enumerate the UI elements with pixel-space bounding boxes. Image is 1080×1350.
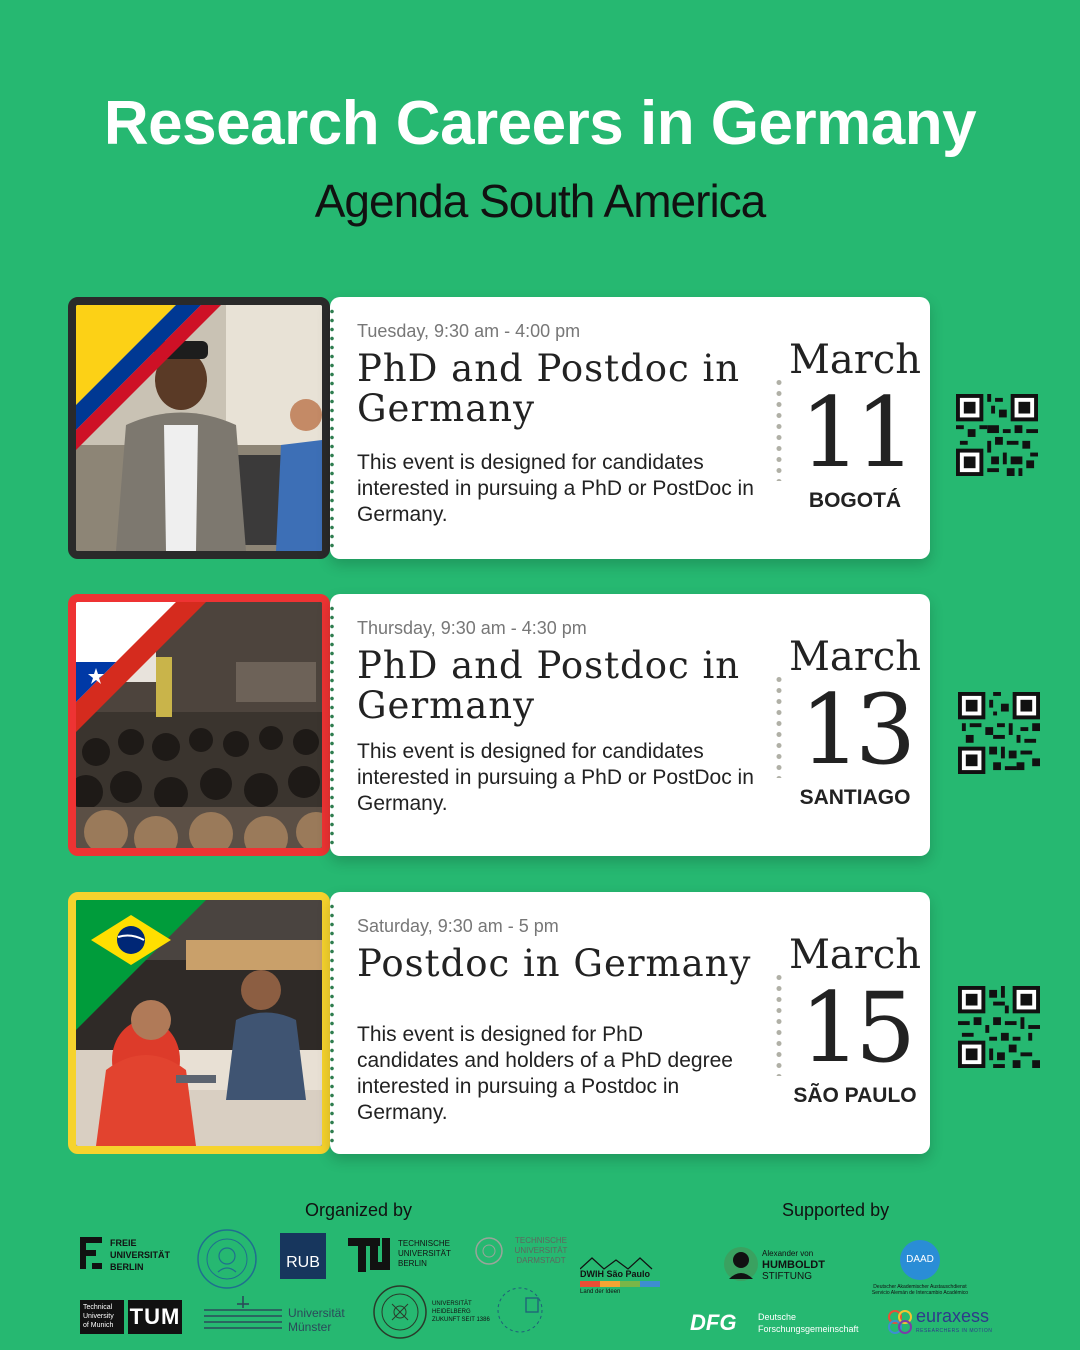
event-month: March	[788, 337, 922, 383]
page-subtitle: Agenda South America	[314, 175, 766, 227]
hu-berlin-seal-icon	[196, 1228, 258, 1290]
event-card-bogota	[68, 297, 932, 559]
heidelberg-logo: UNIVERSITÄT HEIDELBERG ZUKUNFT SEIT 1386	[372, 1284, 488, 1340]
event-day: 13	[799, 674, 911, 786]
event-photo	[68, 297, 330, 559]
event-day: 15	[799, 972, 911, 1084]
event-city: SÃO PAULO	[793, 1084, 917, 1107]
event-time: Saturday, 9:30 am - 5 pm	[357, 916, 559, 936]
muenster-logo: Universität Münster	[204, 1296, 364, 1336]
heidelberg-seal-icon	[372, 1284, 428, 1340]
organized-by-label: Organized by	[305, 1200, 413, 1220]
audience-photo	[76, 602, 322, 848]
humboldt-portrait-icon	[724, 1245, 758, 1283]
rub-logo: RUB	[280, 1233, 326, 1279]
event-details-card	[330, 594, 930, 856]
tu-darmstadt-icon	[474, 1236, 504, 1266]
event-photo	[68, 594, 330, 856]
supported-by-label: Supported by	[782, 1200, 890, 1220]
dwih-color-bar	[580, 1281, 660, 1287]
fu-berlin-icon	[80, 1237, 104, 1269]
event-time: Thursday, 9:30 am - 4:30 pm	[357, 618, 587, 638]
ticket-perforation	[330, 902, 334, 1144]
muenster-building-icon	[204, 1296, 282, 1332]
event-card-santiago	[68, 594, 932, 856]
daad-logo: DAAD Deutscher Akademischer Austauschdienst Servicio Alemán de Intercambio Académico	[860, 1240, 990, 1300]
event-month: March	[788, 932, 922, 978]
potsdam-logo	[494, 1284, 546, 1336]
tu-berlin-icon	[348, 1238, 394, 1272]
qr-code-sao-paulo[interactable]	[958, 986, 1040, 1068]
event-card-sao-paulo	[68, 892, 932, 1154]
event-city: BOGOTÁ	[808, 489, 902, 512]
event-city: SANTIAGO	[799, 786, 911, 809]
event-description: This event is designed for candidates interested in pursuing a PhD or PostDoc in Germany.	[357, 451, 754, 526]
event-description: This event is designed for PhD candidates and holders of a PhD degree interested in pursuing a Postdoc in Germany.	[357, 1023, 733, 1124]
qr-code-santiago[interactable]	[958, 692, 1040, 774]
event-month: March	[788, 634, 922, 680]
dfg-logo: DFG Deutsche Forschungsgemeinschaft	[690, 1310, 859, 1335]
dwih-skyline-icon	[580, 1256, 654, 1270]
workshop-photo	[76, 900, 322, 1146]
hu-berlin-name	[196, 1293, 258, 1294]
event-day: 11	[799, 377, 911, 489]
ticket-perforation	[330, 604, 334, 846]
euraxess-rings-icon	[886, 1308, 914, 1336]
event-description: This event is designed for candidates interested in pursuing a PhD or PostDoc in Germany.	[357, 740, 754, 815]
tum-logo: Technical University of Munich TUM	[80, 1300, 180, 1334]
event-details-card	[330, 297, 930, 559]
event-title: PhD and Postdoc in Germany	[357, 644, 741, 727]
event-details-card	[330, 892, 930, 1154]
event-title: PhD and Postdoc in Germany	[357, 347, 741, 430]
event-time: Tuesday, 9:30 am - 4:00 pm	[357, 321, 581, 341]
qr-code-bogota[interactable]	[956, 394, 1038, 476]
event-photo	[68, 892, 330, 1154]
ticket-perforation	[330, 307, 334, 549]
speaker-photo	[76, 305, 322, 551]
potsdam-seal-icon	[494, 1284, 546, 1336]
page-title: Research Careers in Germany	[103, 89, 977, 158]
euraxess-logo: euraxess RESEARCHERS IN MOTION	[886, 1306, 1006, 1340]
humboldt-foundation-logo: Alexander von HUMBOLDT STIFTUNG	[724, 1245, 854, 1285]
event-title: Postdoc in Germany	[357, 942, 752, 985]
